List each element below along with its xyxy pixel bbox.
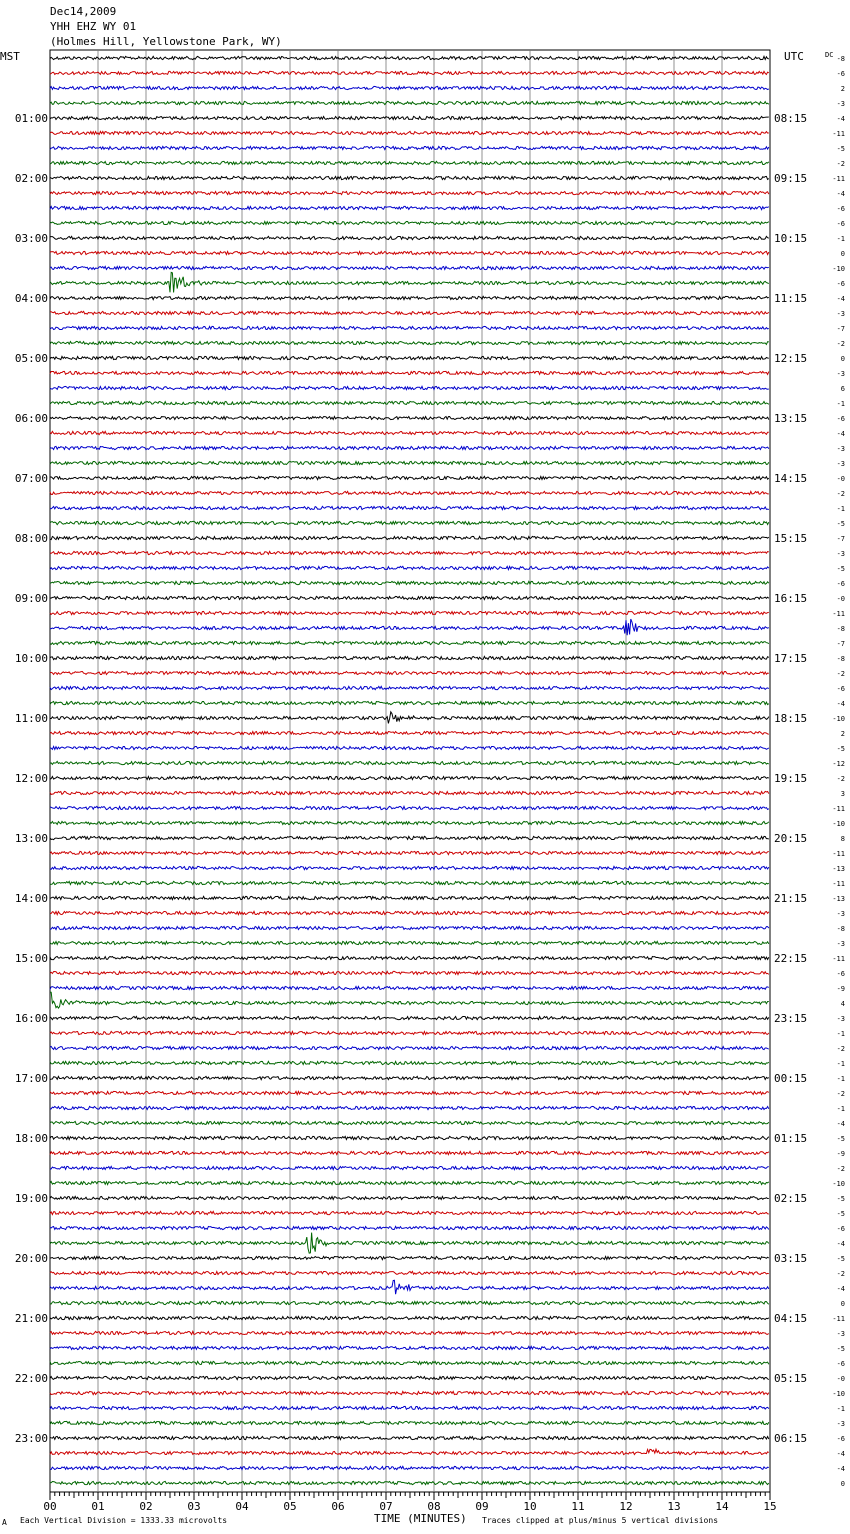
left-hour-label: 09:00 — [14, 592, 48, 605]
right-hour-label: 21:15 — [774, 892, 808, 905]
trace-row — [50, 1301, 769, 1304]
dc-offset-label: -8 — [836, 625, 845, 633]
trace-row — [50, 941, 769, 944]
dc-offset-label: -5 — [836, 565, 845, 573]
left-hour-label: 15:00 — [14, 952, 48, 965]
dc-offset-label: -2 — [836, 1270, 845, 1278]
left-hour-label: 20:00 — [14, 1252, 48, 1265]
x-tick-label: 07 — [379, 1500, 393, 1513]
trace-row — [50, 1391, 769, 1394]
dc-offset-label: -2 — [836, 775, 845, 783]
trace-row — [50, 686, 769, 689]
plot-date: Dec14,2009 — [50, 5, 117, 18]
trace-row — [50, 491, 769, 494]
left-hour-label: 16:00 — [14, 1012, 48, 1025]
left-hour-label: 13:00 — [14, 832, 48, 845]
dc-offset-label: -8 — [836, 655, 845, 663]
trace-row — [50, 1406, 769, 1409]
trace-row — [50, 619, 769, 635]
left-hour-label: 22:00 — [14, 1372, 48, 1385]
trace-row — [50, 416, 769, 419]
trace-row — [50, 446, 769, 449]
trace-row — [50, 296, 769, 299]
trace-row — [50, 581, 769, 584]
station-code: YHH EHZ WY 01 — [50, 20, 137, 33]
dc-offset-label: -4 — [836, 115, 845, 123]
trace-row — [50, 1061, 769, 1064]
trace-row — [50, 701, 769, 704]
dc-offset-label: 4 — [840, 1000, 845, 1008]
right-hour-label: 15:15 — [774, 532, 808, 545]
trace-row — [50, 992, 769, 1008]
x-tick-label: 12 — [619, 1500, 633, 1513]
dc-offset-label: -5 — [836, 145, 845, 153]
trace-row — [50, 1076, 769, 1079]
trace-row — [50, 851, 769, 854]
dc-offset-label: -2 — [836, 1045, 845, 1053]
trace-row — [50, 1271, 769, 1274]
axis-labels — [15, 55, 845, 1513]
dc-offset-label: -10 — [832, 715, 845, 723]
trace-row — [50, 1031, 769, 1034]
right-hour-label: 23:15 — [774, 1012, 808, 1025]
trace-row — [50, 551, 769, 554]
dc-offset-label: -0 — [836, 475, 845, 483]
dc-offset-label: -11 — [832, 130, 845, 138]
trace-row — [50, 926, 769, 929]
trace-row — [50, 101, 769, 104]
trace-row — [50, 461, 769, 464]
dc-offset-label: -6 — [836, 970, 845, 978]
dc-offset-label: -5 — [836, 1195, 845, 1203]
right-hour-label: 14:15 — [774, 472, 808, 485]
left-hour-label: 23:00 — [14, 1432, 48, 1445]
dc-offset-label: -3 — [836, 550, 845, 558]
trace-row — [50, 191, 769, 194]
right-hour-label: 13:15 — [774, 412, 808, 425]
dc-offset-label: -10 — [832, 1390, 845, 1398]
left-hour-label: 11:00 — [14, 712, 48, 725]
left-hour-label: 12:00 — [14, 772, 48, 785]
dc-offset-label: -6 — [836, 280, 845, 288]
right-hour-label: 17:15 — [774, 652, 808, 665]
dc-offset-label: -11 — [832, 955, 845, 963]
right-hour-label: 02:15 — [774, 1192, 808, 1205]
trace-row — [50, 161, 769, 164]
trace-row — [50, 1151, 769, 1154]
dc-offset-header: DC — [825, 51, 834, 59]
x-tick-label: 14 — [715, 1500, 729, 1513]
dc-offset-label: -4 — [836, 430, 845, 438]
trace-row — [50, 401, 769, 404]
trace-row — [50, 386, 769, 389]
plot-frame — [50, 50, 770, 1492]
trace-row — [50, 656, 769, 659]
right-timezone-label: UTC — [784, 50, 804, 63]
dc-offset-label: -5 — [836, 745, 845, 753]
x-tick-label: 06 — [331, 1500, 345, 1513]
trace-row — [50, 1166, 769, 1169]
dc-offset-label: 0 — [840, 1480, 845, 1488]
left-hour-label: 07:00 — [14, 472, 48, 485]
right-hour-label: 01:15 — [774, 1132, 808, 1145]
seismic-traces — [50, 56, 769, 1484]
trace-row — [50, 266, 769, 269]
right-hour-label: 16:15 — [774, 592, 808, 605]
dc-offset-label: 2 — [840, 85, 845, 93]
trace-row — [50, 476, 769, 479]
trace-row — [50, 1211, 769, 1214]
trace-row — [50, 356, 769, 359]
right-hour-label: 00:15 — [774, 1072, 808, 1085]
dc-offset-label: -3 — [836, 1420, 845, 1428]
trace-row — [50, 146, 769, 149]
trace-row — [50, 986, 769, 989]
dc-offset-label: -3 — [836, 910, 845, 918]
dc-offset-label: -6 — [836, 415, 845, 423]
dc-offset-label: -6 — [836, 1360, 845, 1368]
dc-offset-label: -0 — [836, 595, 845, 603]
trace-row — [50, 836, 769, 839]
trace-row — [50, 311, 769, 314]
right-hour-label: 06:15 — [774, 1432, 808, 1445]
trace-row — [50, 731, 769, 734]
trace-row — [50, 671, 769, 674]
dc-offset-label: -3 — [836, 1015, 845, 1023]
trace-row — [50, 1256, 769, 1259]
dc-offset-label: -6 — [836, 1225, 845, 1233]
dc-offset-label: 0 — [840, 355, 845, 363]
dc-offset-label: -1 — [836, 1105, 845, 1113]
dc-offset-label: -2 — [836, 490, 845, 498]
dc-offset-label: 0 — [840, 250, 845, 258]
trace-row — [50, 1346, 769, 1349]
dc-offset-label: -4 — [836, 700, 845, 708]
trace-row — [50, 866, 769, 869]
trace-row — [50, 641, 769, 644]
trace-row — [50, 806, 769, 809]
left-hour-label: 01:00 — [14, 112, 48, 125]
dc-offset-label: -1 — [836, 235, 845, 243]
dc-offset-label: -4 — [836, 1240, 845, 1248]
dc-offset-label: -5 — [836, 1135, 845, 1143]
dc-offset-label: -4 — [836, 1120, 845, 1128]
dc-offset-label: -7 — [836, 325, 845, 333]
trace-row — [50, 896, 769, 899]
trace-row — [50, 596, 769, 599]
trace-row — [50, 371, 769, 374]
trace-row — [50, 272, 769, 292]
dc-offset-label: -8 — [836, 925, 845, 933]
trace-row — [50, 776, 769, 779]
trace-row — [50, 326, 769, 329]
trace-row — [50, 431, 769, 434]
trace-row — [50, 1233, 769, 1254]
dc-offset-label: -1 — [836, 1060, 845, 1068]
x-tick-label: 05 — [283, 1500, 297, 1513]
trace-row — [50, 1016, 769, 1019]
trace-row — [50, 131, 769, 134]
left-hour-label: 18:00 — [14, 1132, 48, 1145]
trace-row — [50, 71, 769, 74]
left-hour-label: 17:00 — [14, 1072, 48, 1085]
trace-row — [50, 746, 769, 749]
left-hour-label: 04:00 — [14, 292, 48, 305]
dc-offset-label: -5 — [836, 1255, 845, 1263]
trace-row — [50, 1121, 769, 1124]
dc-offset-label: 6 — [840, 385, 845, 393]
trace-row — [50, 1091, 769, 1094]
dc-offset-label: -4 — [836, 1465, 845, 1473]
dc-offset-label: 0 — [840, 1300, 845, 1308]
trace-row — [50, 86, 769, 89]
right-hour-label: 12:15 — [774, 352, 808, 365]
dc-offset-label: -4 — [836, 1450, 845, 1458]
dc-offset-label: -9 — [836, 1150, 845, 1158]
dc-offset-label: -3 — [836, 1330, 845, 1338]
right-hour-label: 09:15 — [774, 172, 808, 185]
trace-row — [50, 251, 769, 254]
right-hour-label: 18:15 — [774, 712, 808, 725]
right-hour-label: 22:15 — [774, 952, 808, 965]
dc-offset-label: -11 — [832, 850, 845, 858]
dc-offset-label: -6 — [836, 1435, 845, 1443]
left-hour-label: 10:00 — [14, 652, 48, 665]
dc-offset-label: -6 — [836, 70, 845, 78]
trace-row — [50, 236, 769, 239]
dc-offset-label: -9 — [836, 985, 845, 993]
clip-note: Traces clipped at plus/minus 5 vertical divisions — [482, 1516, 719, 1525]
right-hour-label: 11:15 — [774, 292, 808, 305]
trace-row — [50, 1361, 769, 1364]
dc-offset-label: -2 — [836, 160, 845, 168]
trace-row — [50, 1436, 769, 1439]
dc-offset-label: -1 — [836, 1030, 845, 1038]
left-hour-label: 19:00 — [14, 1192, 48, 1205]
trace-row — [50, 1331, 769, 1334]
trace-row — [50, 956, 769, 959]
dc-offset-label: -1 — [836, 505, 845, 513]
x-tick-label: 10 — [523, 1500, 537, 1513]
vertical-scale-note: Each Vertical Division = 1333.33 microvolts — [20, 1516, 228, 1525]
dc-offset-label: -11 — [832, 610, 845, 618]
trace-row — [50, 206, 769, 209]
dc-offset-label: -4 — [836, 1285, 845, 1293]
left-hour-label: 21:00 — [14, 1312, 48, 1325]
left-hour-label: 03:00 — [14, 232, 48, 245]
trace-row — [50, 1449, 769, 1455]
trace-row — [50, 611, 769, 614]
trace-row — [50, 566, 769, 569]
dc-offset-label: -11 — [832, 805, 845, 813]
trace-row — [50, 1106, 769, 1109]
dc-offset-label: -5 — [836, 1210, 845, 1218]
x-axis-title: TIME (MINUTES) — [374, 1512, 467, 1525]
dc-offset-label: -12 — [832, 760, 845, 768]
trace-row — [50, 791, 769, 794]
right-hour-label: 03:15 — [774, 1252, 808, 1265]
dc-offset-label: -10 — [832, 265, 845, 273]
dc-offset-label: -6 — [836, 220, 845, 228]
right-hour-label: 04:15 — [774, 1312, 808, 1325]
dc-offset-label: -3 — [836, 100, 845, 108]
trace-row — [50, 1280, 769, 1294]
left-hour-label: 06:00 — [14, 412, 48, 425]
right-hour-label: 05:15 — [774, 1372, 808, 1385]
dc-offset-label: -3 — [836, 310, 845, 318]
trace-row — [50, 1316, 769, 1319]
dc-offset-label: -4 — [836, 295, 845, 303]
right-hour-label: 08:15 — [774, 112, 808, 125]
trace-row — [50, 176, 769, 179]
trace-row — [50, 341, 769, 344]
trace-row — [50, 1421, 769, 1424]
dc-offset-label: -3 — [836, 445, 845, 453]
trace-row — [50, 521, 769, 524]
left-timezone-label: MST — [0, 50, 20, 63]
left-hour-label: 14:00 — [14, 892, 48, 905]
dc-offset-label: -6 — [836, 685, 845, 693]
corner-mark: A — [2, 1518, 7, 1527]
trace-row — [50, 1196, 769, 1199]
trace-row — [50, 761, 769, 764]
dc-offset-label: -13 — [832, 865, 845, 873]
dc-offset-label: 3 — [840, 790, 845, 798]
x-tick-label: 03 — [187, 1500, 201, 1513]
trace-row — [50, 712, 769, 724]
trace-row — [50, 911, 769, 914]
trace-row — [50, 116, 769, 119]
dc-offset-label: -3 — [836, 940, 845, 948]
trace-row — [50, 536, 769, 539]
left-hour-label: 08:00 — [14, 532, 48, 545]
dc-offset-label: -5 — [836, 520, 845, 528]
x-tick-label: 01 — [91, 1500, 105, 1513]
dc-offset-label: -11 — [832, 1315, 845, 1323]
trace-row — [50, 1181, 769, 1184]
dc-offset-label: -2 — [836, 670, 845, 678]
x-tick-label: 00 — [43, 1500, 57, 1513]
trace-row — [50, 1376, 769, 1379]
trace-row — [50, 821, 769, 824]
dc-offset-label: -10 — [832, 820, 845, 828]
x-tick-label: 02 — [139, 1500, 153, 1513]
dc-offset-label: -7 — [836, 640, 845, 648]
dc-offset-label: -4 — [836, 190, 845, 198]
dc-offset-label: -6 — [836, 205, 845, 213]
station-location: (Holmes Hill, Yellowstone Park, WY) — [50, 35, 282, 48]
dc-offset-label: -7 — [836, 535, 845, 543]
trace-row — [50, 1046, 769, 1049]
dc-offset-label: -2 — [836, 1090, 845, 1098]
dc-offset-label: -5 — [836, 1345, 845, 1353]
trace-row — [50, 1481, 769, 1484]
right-hour-label: 20:15 — [774, 832, 808, 845]
dc-offset-label: -11 — [832, 880, 845, 888]
dc-offset-label: -1 — [836, 1405, 845, 1413]
right-hour-label: 19:15 — [774, 772, 808, 785]
dc-offset-label: -6 — [836, 580, 845, 588]
dc-offset-label: -2 — [836, 1165, 845, 1173]
x-tick-label: 15 — [763, 1500, 777, 1513]
x-tick-label: 09 — [475, 1500, 489, 1513]
dc-offset-label: -13 — [832, 895, 845, 903]
dc-offset-label: -2 — [836, 340, 845, 348]
trace-row — [50, 1136, 769, 1139]
dc-offset-label: 8 — [840, 835, 845, 843]
dc-offset-label: -1 — [836, 1075, 845, 1083]
dc-offset-label: -8 — [836, 55, 845, 63]
dc-offset-label: -11 — [832, 175, 845, 183]
left-hour-label: 05:00 — [14, 352, 48, 365]
x-tick-label: 04 — [235, 1500, 249, 1513]
dc-offset-label: -0 — [836, 1375, 845, 1383]
dc-offset-label: -10 — [832, 1180, 845, 1188]
dc-offset-label: -3 — [836, 370, 845, 378]
trace-row — [50, 881, 769, 884]
trace-row — [50, 1226, 769, 1229]
left-hour-label: 02:00 — [14, 172, 48, 185]
trace-row — [50, 506, 769, 509]
dc-offset-label: -1 — [836, 400, 845, 408]
x-tick-label: 11 — [571, 1500, 585, 1513]
trace-row — [50, 56, 769, 59]
x-tick-label: 08 — [427, 1500, 441, 1513]
dc-offset-label: -3 — [836, 460, 845, 468]
dc-offset-label: 2 — [840, 730, 845, 738]
x-tick-label: 13 — [667, 1500, 681, 1513]
trace-row — [50, 221, 769, 224]
trace-row — [50, 971, 769, 974]
trace-row — [50, 1466, 769, 1469]
right-hour-label: 10:15 — [774, 232, 808, 245]
